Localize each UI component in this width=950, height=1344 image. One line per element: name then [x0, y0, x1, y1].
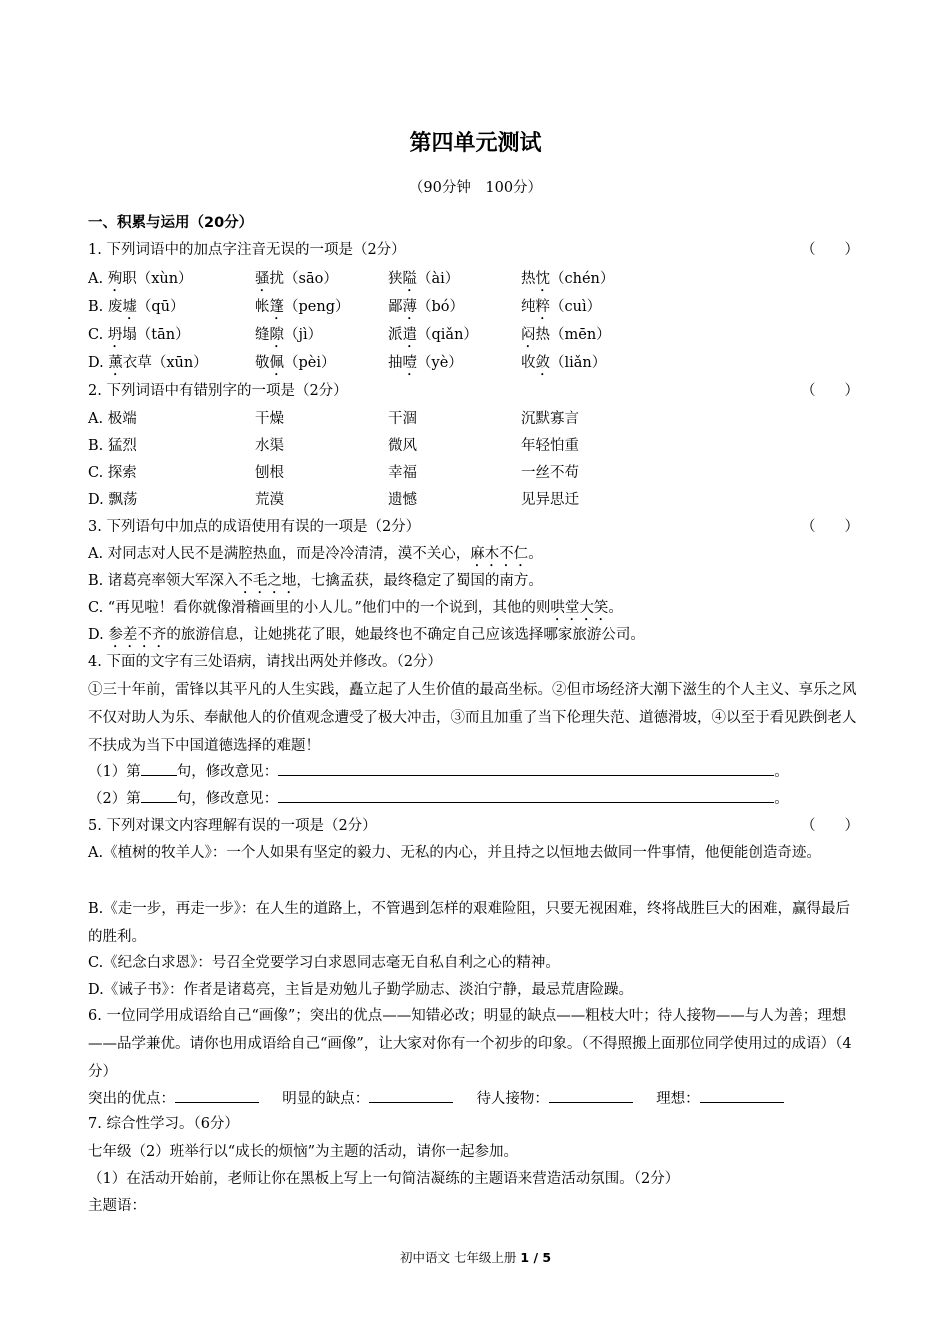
- answer-blank[interactable]: [141, 788, 177, 803]
- page-title: 第四单元测试: [409, 131, 542, 156]
- answer-blank[interactable]: [141, 761, 177, 776]
- q5-option-d: D.《诫子书》：作者是诸葛亮，主旨是劝勉儿子勤学励志、淡泊宁静，最忌荒唐险躁。: [88, 982, 633, 998]
- question-2-stem: 2. 下列词语中有错别字的一项是（2分） （ ）: [88, 380, 863, 402]
- q5-option-a: A.《植树的牧羊人》：一个人如果有坚定的毅力、无私的内心，并且持之以恒地去做同一件事情，他便能创造奇迹。: [88, 845, 821, 861]
- question-3-stem: 3. 下列语句中加点的成语使用有误的一项是（2分） （ ）: [88, 516, 863, 538]
- q5-option-b: B.《走一步，再走一步》：在人生的道路上，不管遇到怎样的艰难险阻，只要无视困难，终将战胜巨大的困难，赢得最后的胜利。: [88, 901, 851, 945]
- q3-option-a: A. 对同志对人民不是满腔热血，而是冷冷清清，漠不关心，麻木不仁。: [88, 546, 543, 562]
- q3-option-d: D. 参差不齐的旅游信息，让她挑花了眼，她最终也不确定自己应该选择哪家旅游公司。: [88, 627, 645, 643]
- page-number: 1 / 5: [520, 1250, 552, 1265]
- q1-row-a: A. 殉职（xùn） 骚扰（sāo） 狭隘（ài） 热忱（chén）: [88, 271, 615, 287]
- answer-paren: （ ）: [801, 818, 859, 834]
- answer-blank[interactable]: [549, 1088, 633, 1103]
- question-4-stem: 4. 下面的文字有三处语病，请找出两处并修改。（2分）: [88, 654, 442, 670]
- answer-paren: （ ）: [801, 383, 859, 399]
- q4-passage: ①三十年前，雷锋以其平凡的人生实践，矗立起了人生价值的最高坐标。②但市场经济大潮下滋生的个人主义、享乐之风不仅对助人为乐、奉献他人的价值观念遭受了极大冲击，③而且加重了当下伦理失范、道德滑坡，④以至于看见跌倒老人不扶成为当下中国道德选择的难题！: [88, 682, 857, 754]
- page-subtitle: （90分钟 100分）: [408, 180, 543, 196]
- q5-option-c: C.《纪念白求恩》：号召全党要学习白求恩同志毫无自私自利之心的精神。: [88, 955, 560, 971]
- q2-row-c: C. 探索 刨根 幸福 一丝不苟: [88, 465, 579, 481]
- q6-answer-line: 突出的优点： 明显的缺点： 待人接物： 理想：: [88, 1088, 784, 1110]
- q4-blank-1: （1）第 句，修改意见： 。: [88, 761, 789, 783]
- page-footer: 初中语文 七年级上册 1 / 5: [399, 1250, 552, 1265]
- section-heading: 一、积累与运用（20分）: [88, 215, 254, 231]
- answer-blank[interactable]: [369, 1088, 453, 1103]
- answer-blank[interactable]: [278, 761, 774, 776]
- q7-intro: 七年级（2）班举行以“成长的烦恼”为主题的活动，请你一起参加。: [88, 1144, 519, 1160]
- q1-row-d: D. 薰衣草（xūn） 敬佩（pèi） 抽噎（yè） 收敛（liǎn）: [88, 355, 607, 371]
- question-5-stem: 5. 下列对课文内容理解有误的一项是（2分） （ ）: [88, 815, 863, 837]
- q3-option-c: C. “再见啦！看你就像滑稽画里的小人儿。”他们中的一个说到，其他的则哄堂大笑。: [88, 600, 623, 616]
- q2-row-a: A. 极端 干燥 干涸 沉默寡言: [88, 411, 579, 427]
- q7-theme-label: 主题语：: [88, 1198, 146, 1214]
- q3-option-b: B. 诸葛亮率领大军深入不毛之地，七擒孟获，最终稳定了蜀国的南方。: [88, 573, 543, 589]
- answer-blank[interactable]: [175, 1088, 259, 1103]
- answer-paren: （ ）: [801, 242, 859, 258]
- answer-paren: （ ）: [801, 519, 859, 535]
- question-6-stem: 6. 一位同学用成语给自己“画像”；突出的优点——知错必改；明显的缺点——粗枝大叶；待人接物——与人为善；理想——品学兼优。请你也用成语给自己“画像”，让大家对你有一个初步的印象。（不得照搬上面那位同学使用过的成语）（4分）: [88, 1008, 852, 1080]
- q2-row-b: B. 猛烈 水渠 微风 年轻怕重: [88, 438, 579, 454]
- answer-blank[interactable]: [700, 1088, 784, 1103]
- answer-blank[interactable]: [278, 788, 774, 803]
- q2-row-d: D. 飘荡 荒漠 遗憾 见异思迁: [88, 492, 579, 508]
- q7-sub-1: （1）在活动开始前，老师让你在黑板上写上一句简洁凝练的主题语来营造活动氛围。（2分）: [88, 1171, 680, 1187]
- question-1-stem: 1. 下列词语中的加点字注音无误的一项是（2分） （ ）: [88, 239, 863, 261]
- q4-blank-2: （2）第 句，修改意见： 。: [88, 788, 789, 810]
- q1-row-c: C. 坍塌（tān） 缝隙（jì） 派遣（qiǎn） 闷热（mēn）: [88, 327, 611, 343]
- q1-row-b: B. 废墟（qū） 帐篷（peng） 鄙薄（bó） 纯粹（cuì）: [88, 299, 602, 315]
- document-page: [88, 0, 863, 1344]
- question-7-stem: 7. 综合性学习。（6分）: [88, 1116, 239, 1132]
